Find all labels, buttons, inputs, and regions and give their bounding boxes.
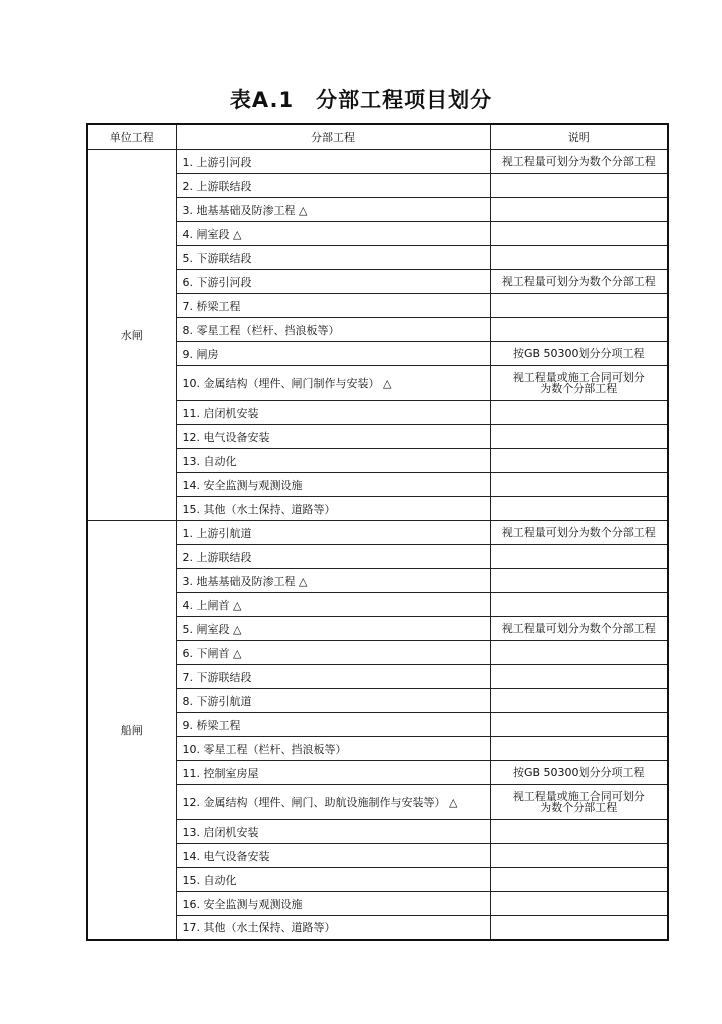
part-cell: 17. 其他（水土保持、道路等） <box>176 916 490 940</box>
part-cell: 12. 金属结构（埋件、闸门、助航设施制作与安装等） △ <box>176 785 490 820</box>
note-cell <box>490 401 668 425</box>
part-cell: 2. 上游联结段 <box>176 174 490 198</box>
note-cell <box>490 318 668 342</box>
part-cell: 4. 上闸首 △ <box>176 593 490 617</box>
part-cell: 7. 下游联结段 <box>176 665 490 689</box>
table-row <box>87 150 668 174</box>
note-cell <box>490 868 668 892</box>
note-cell <box>490 892 668 916</box>
header-unit: 单位工程 <box>87 124 176 150</box>
note-cell: 视工程量可划分为数个分部工程 <box>490 521 668 545</box>
note-cell <box>490 641 668 665</box>
part-cell: 1. 上游引河段 <box>176 150 490 174</box>
note-cell <box>490 689 668 713</box>
note-cell <box>490 246 668 270</box>
unit-cell: 船闸 <box>87 521 176 940</box>
part-cell: 3. 地基基础及防渗工程 △ <box>176 198 490 222</box>
part-cell: 6. 下闸首 △ <box>176 641 490 665</box>
note-cell <box>490 844 668 868</box>
division-table <box>86 123 669 941</box>
note-cell <box>490 713 668 737</box>
note-cell: 视工程量或施工合同可划分为数个分部工程 <box>490 366 668 401</box>
note-cell <box>490 593 668 617</box>
table-row <box>87 521 668 545</box>
header-part: 分部工程 <box>176 124 490 150</box>
note-cell <box>490 569 668 593</box>
note-cell <box>490 737 668 761</box>
note-cell <box>490 473 668 497</box>
unit-cell: 水闸 <box>87 150 176 521</box>
table-body <box>87 150 668 940</box>
header-note: 说明 <box>490 124 668 150</box>
part-cell: 12. 电气设备安装 <box>176 425 490 449</box>
note-cell: 视工程量可划分为数个分部工程 <box>490 270 668 294</box>
part-cell: 8. 下游引航道 <box>176 689 490 713</box>
part-cell: 14. 安全监测与观测设施 <box>176 473 490 497</box>
part-cell: 8. 零星工程（栏杆、挡浪板等） <box>176 318 490 342</box>
note-cell: 按GB 50300划分分项工程 <box>490 342 668 366</box>
part-cell: 6. 下游引河段 <box>176 270 490 294</box>
note-cell <box>490 198 668 222</box>
note-cell <box>490 665 668 689</box>
part-cell: 15. 其他（水土保持、道路等） <box>176 497 490 521</box>
note-cell <box>490 545 668 569</box>
part-cell: 13. 自动化 <box>176 449 490 473</box>
note-cell <box>490 222 668 246</box>
part-cell: 9. 闸房 <box>176 342 490 366</box>
note-cell <box>490 916 668 940</box>
note-cell: 按GB 50300划分分项工程 <box>490 761 668 785</box>
note-cell <box>490 425 668 449</box>
part-cell: 7. 桥梁工程 <box>176 294 490 318</box>
part-cell: 16. 安全监测与观测设施 <box>176 892 490 916</box>
part-cell: 15. 自动化 <box>176 868 490 892</box>
note-cell <box>490 174 668 198</box>
note-cell <box>490 497 668 521</box>
part-cell: 1. 上游引航道 <box>176 521 490 545</box>
part-cell: 10. 零星工程（栏杆、挡浪板等） <box>176 737 490 761</box>
part-cell: 3. 地基基础及防渗工程 △ <box>176 569 490 593</box>
page-title: 表A.1 分部工程项目划分 <box>229 88 493 112</box>
note-cell <box>490 449 668 473</box>
part-cell: 5. 下游联结段 <box>176 246 490 270</box>
part-cell: 11. 控制室房屋 <box>176 761 490 785</box>
note-cell <box>490 294 668 318</box>
note-cell: 视工程量或施工合同可划分为数个分部工程 <box>490 785 668 820</box>
note-cell: 视工程量可划分为数个分部工程 <box>490 150 668 174</box>
part-cell: 11. 启闭机安装 <box>176 401 490 425</box>
part-cell: 13. 启闭机安装 <box>176 820 490 844</box>
note-cell: 视工程量可划分为数个分部工程 <box>490 617 668 641</box>
part-cell: 5. 闸室段 △ <box>176 617 490 641</box>
part-cell: 4. 闸室段 △ <box>176 222 490 246</box>
part-cell: 14. 电气设备安装 <box>176 844 490 868</box>
note-cell <box>490 820 668 844</box>
part-cell: 2. 上游联结段 <box>176 545 490 569</box>
part-cell: 10. 金属结构（埋件、闸门制作与安装） △ <box>176 366 490 401</box>
part-cell: 9. 桥梁工程 <box>176 713 490 737</box>
